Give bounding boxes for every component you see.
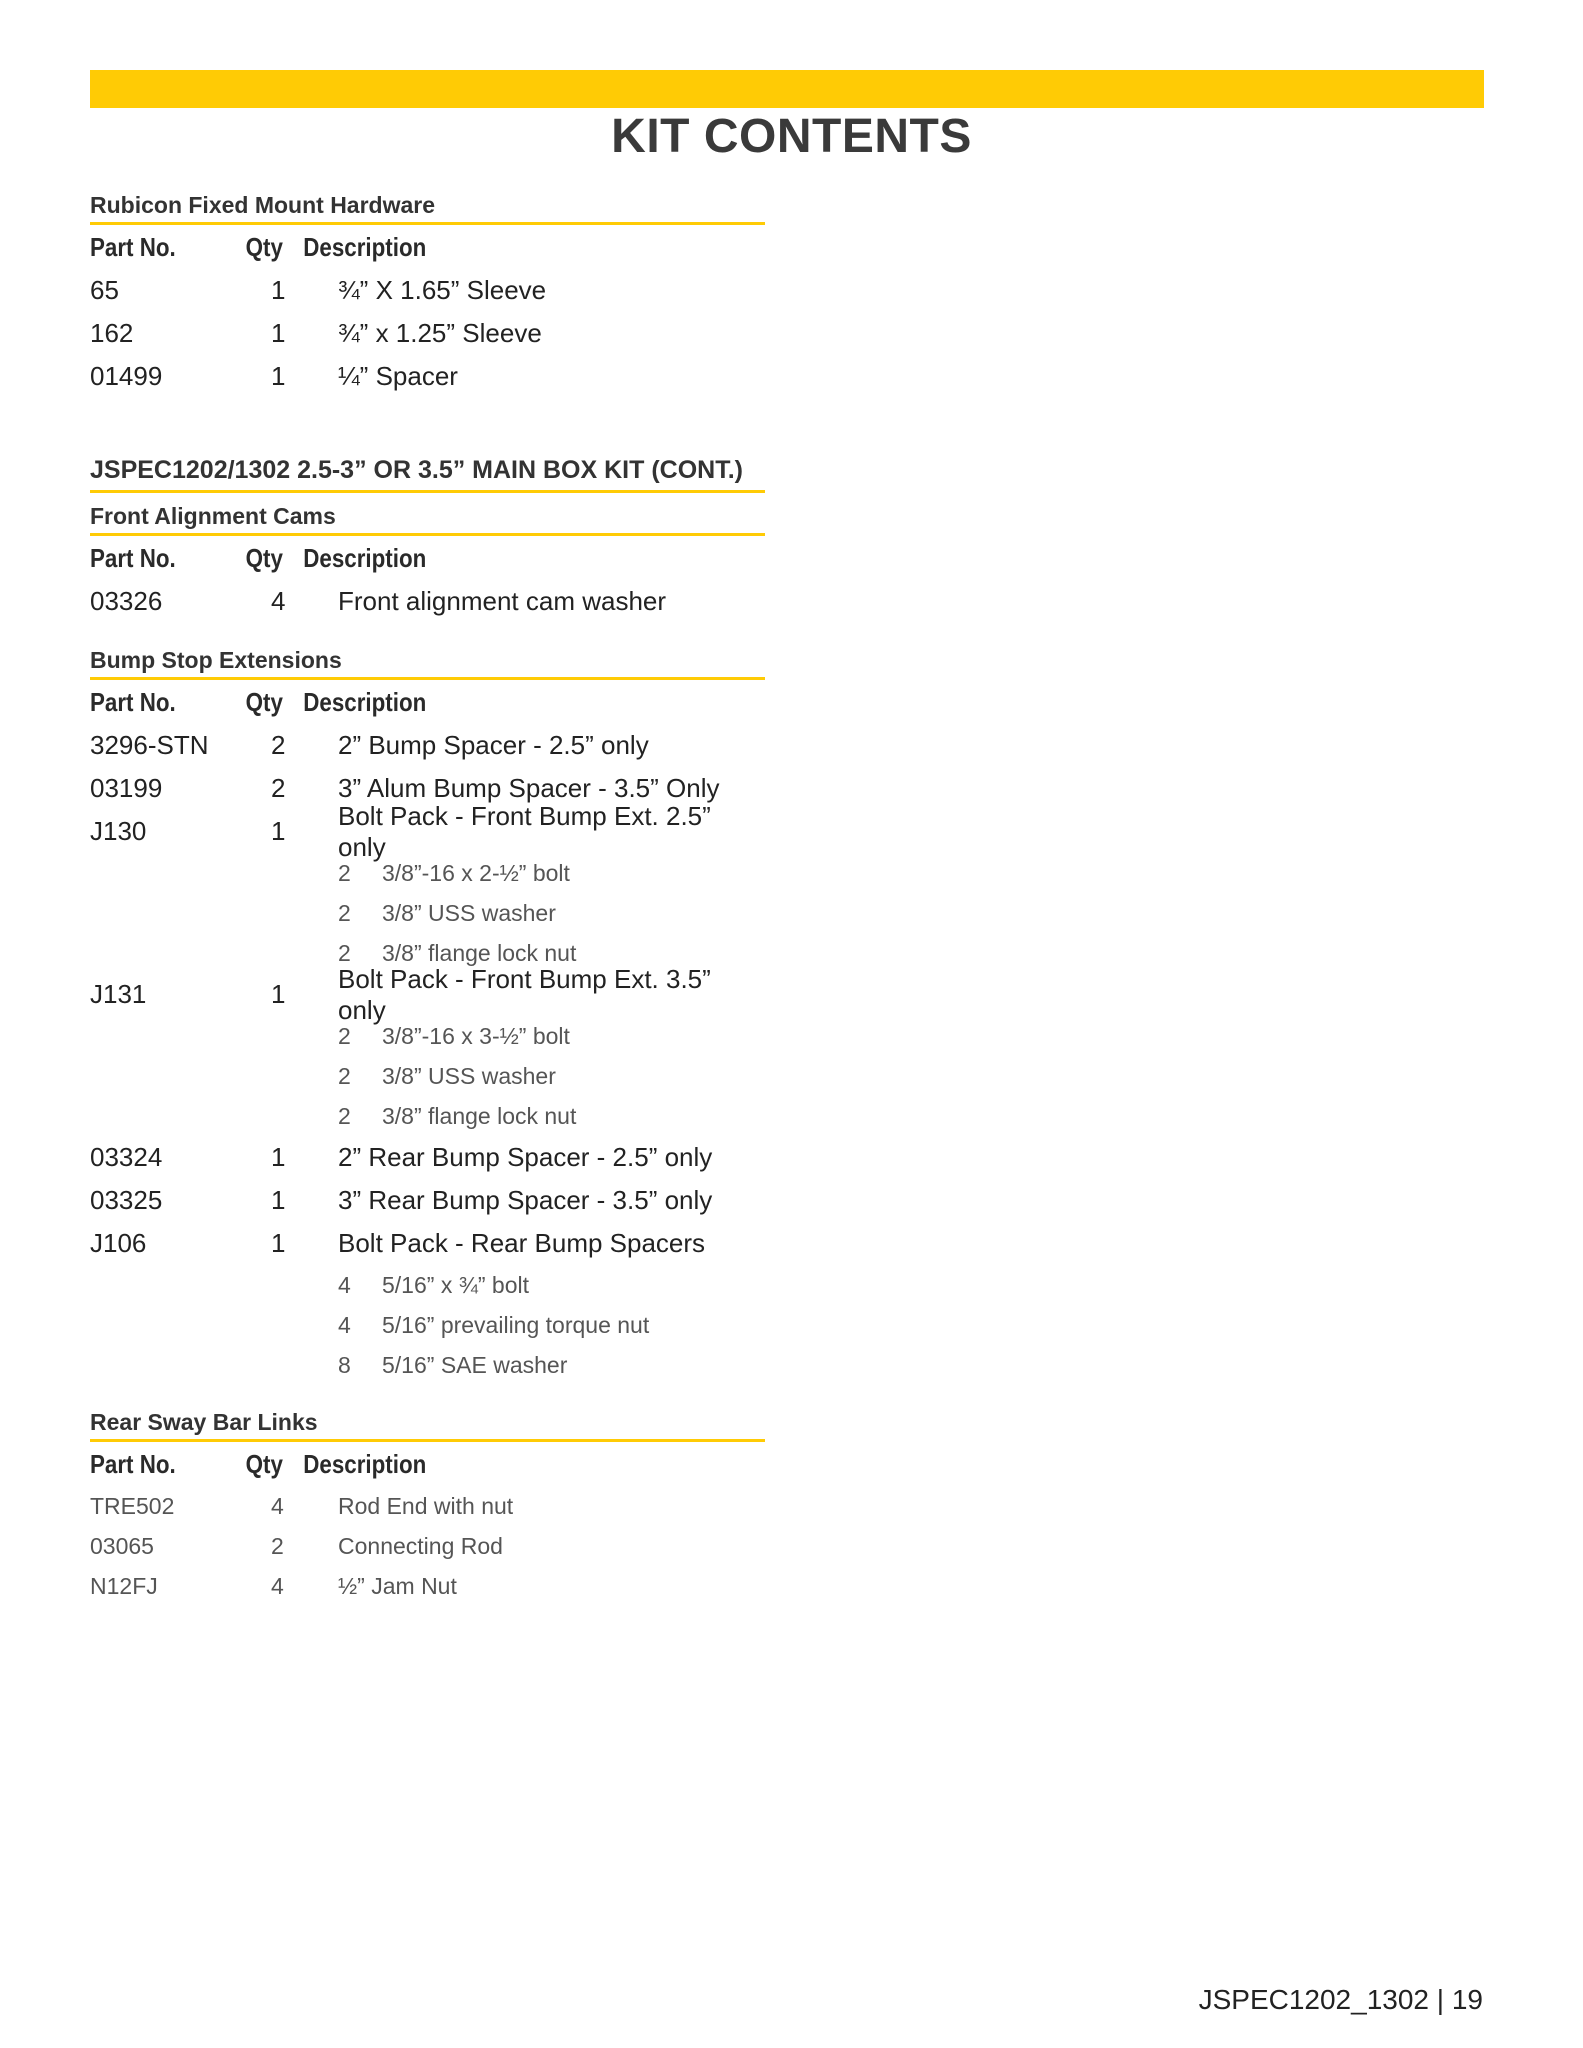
page-title: KIT CONTENTS (611, 110, 972, 163)
table-header (90, 225, 765, 269)
col-part-no: Part No. (90, 231, 176, 262)
table-row: 03324 1 2” Rear Bump Spacer - 2.5” only (90, 1142, 713, 1172)
page-footer (1199, 1984, 1483, 2016)
table-row: 03199 2 3” Alum Bump Spacer - 3.5” Only (90, 773, 720, 803)
bolt-pack-item: 2 3/8” USS washer (338, 1062, 556, 1089)
table-row: 3296-STN 2 2” Bump Spacer - 2.5” only (90, 730, 649, 760)
table-row: J131 1 Bolt Pack - Front Bump Ext. 3.5” only (90, 963, 711, 1025)
footer-separator: | (1436, 1984, 1445, 2015)
bolt-pack-item: 2 3/8” USS washer (338, 899, 556, 926)
bolt-pack-item: 2 3/8” flange lock nut (338, 1102, 577, 1129)
table-header: Part No. Qty Description (90, 686, 427, 717)
section-title-bump-stop: Bump Stop Extensions (90, 645, 765, 680)
doc-id: JSPEC1202_1302 (1198, 1984, 1429, 2015)
kit-contents (90, 190, 765, 1606)
section-title-main-kit: JSPEC1202/1302 2.5-3” OR 3.5” MAIN BOX KIT (CONT.) (90, 454, 765, 493)
table-row: 65 1 ¾” X 1.65” Sleeve (90, 275, 547, 305)
bolt-pack-item: 2 3/8”-16 x 3-½” bolt (338, 1022, 570, 1049)
col-qty: Qty (245, 231, 283, 262)
bolt-pack-item: 2 3/8”-16 x 2-½” bolt (338, 859, 570, 886)
table-row: 162 1 ¾” x 1.25” Sleeve (90, 318, 542, 348)
table-row: 03326 4 Front alignment cam washer (90, 586, 667, 616)
section-title-front-cams: Front Alignment Cams (90, 501, 765, 536)
table-row: N12FJ 4 ½” Jam Nut (90, 1572, 457, 1599)
bolt-pack-item: 8 5/16” SAE washer (338, 1351, 568, 1378)
header-accent-bar (90, 70, 1484, 108)
table-row: 03325 1 3” Rear Bump Spacer - 3.5” only (90, 1185, 713, 1215)
table-row: 03065 2 Connecting Rod (90, 1532, 503, 1559)
page-number: 19 (1451, 1984, 1483, 2015)
section-title-rubicon: Rubicon Fixed Mount Hardware (90, 190, 765, 225)
table-header: Part No. Qty Description (90, 1448, 427, 1479)
bolt-pack-item: 2 3/8” flange lock nut (338, 939, 577, 966)
bolt-pack-item: 4 5/16” prevailing torque nut (338, 1311, 650, 1338)
table-row: J130 1 Bolt Pack - Front Bump Ext. 2.5” only (90, 800, 711, 862)
table-row: 01499 1 ¼” Spacer (90, 361, 458, 391)
table-row: J106 1 Bolt Pack - Rear Bump Spacers (90, 1228, 706, 1258)
table-row: TRE502 4 Rod End with nut (90, 1492, 514, 1519)
section-title-sway-bar: Rear Sway Bar Links (90, 1407, 765, 1442)
col-description: Description (303, 231, 427, 262)
table-header: Part No. Qty Description (90, 542, 427, 573)
bolt-pack-item: 4 5/16” x ¾” bolt (338, 1271, 530, 1298)
